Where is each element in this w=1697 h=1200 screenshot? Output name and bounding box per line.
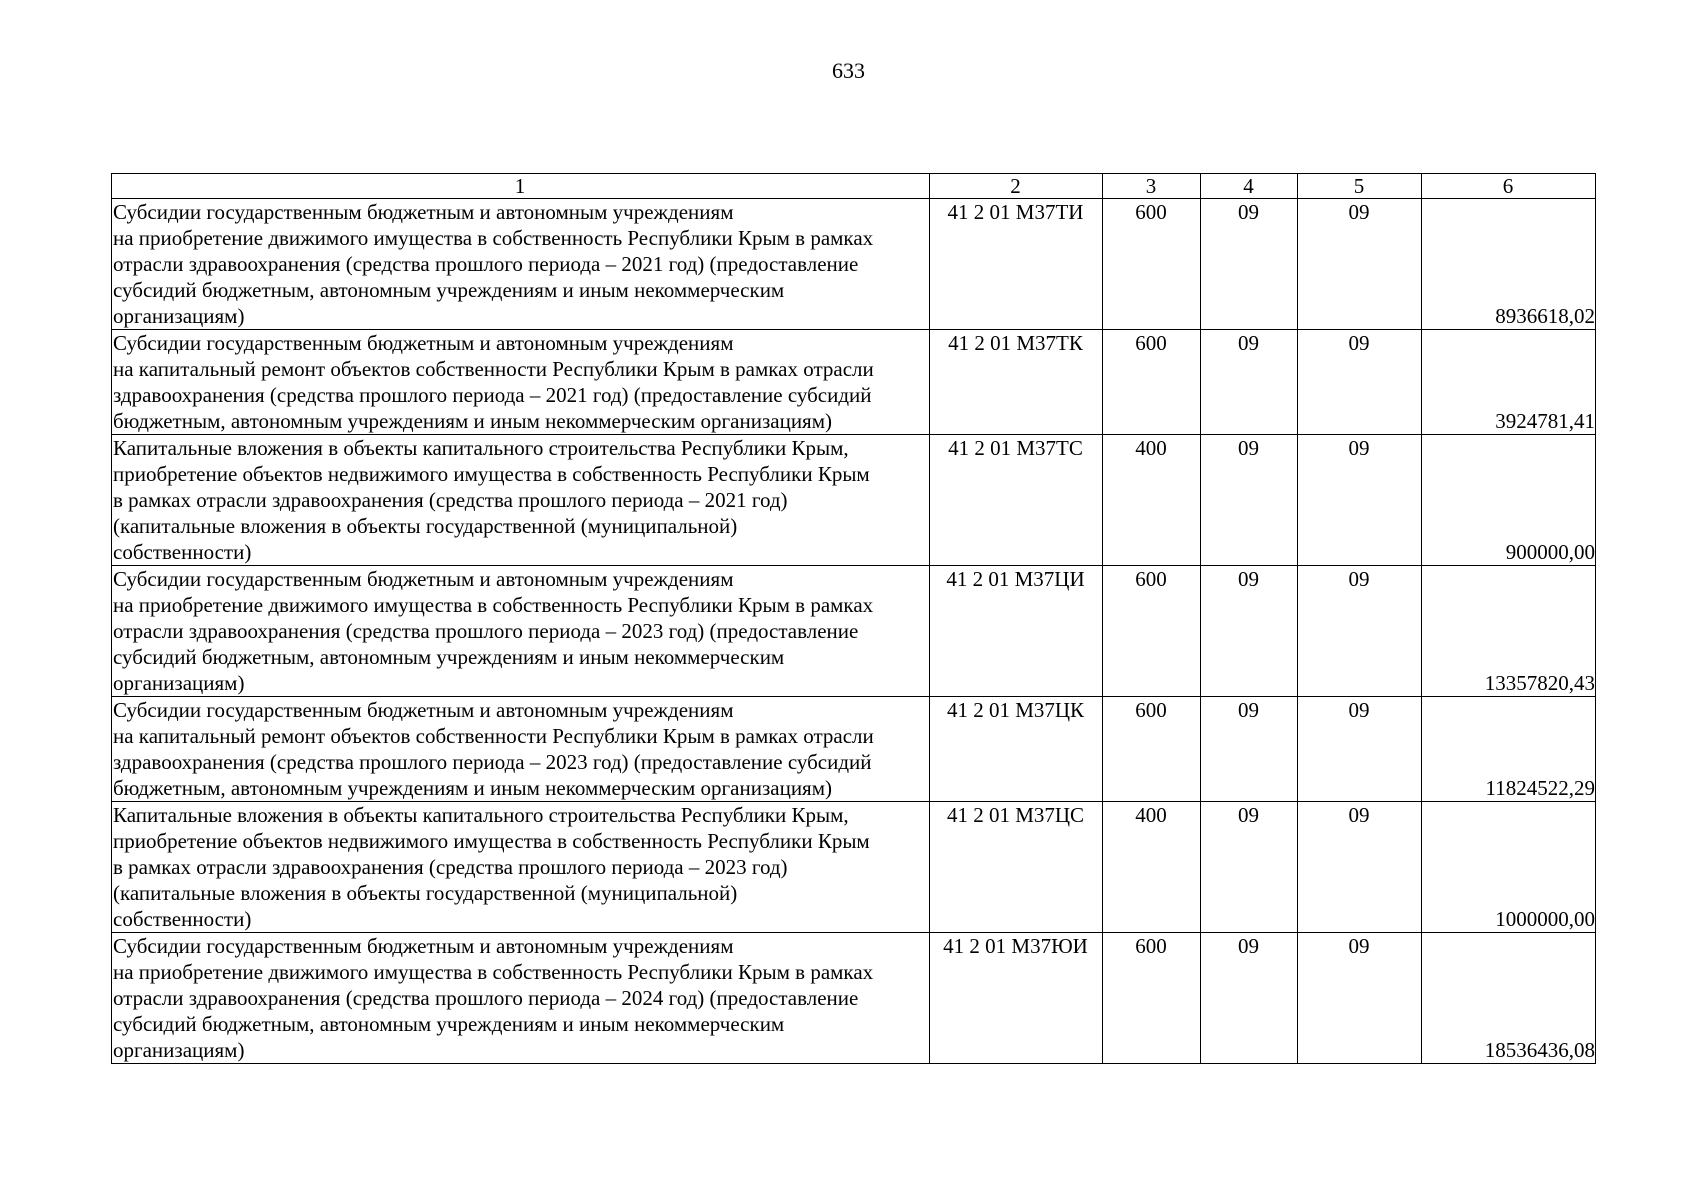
- table-header-row: [112, 174, 1596, 199]
- row-amount: 13357820,43: [1422, 566, 1596, 697]
- row-section: 09: [1201, 697, 1298, 802]
- row-amount: 900000,00: [1422, 435, 1596, 566]
- row-target-code: 41 2 01 М37ЦИ: [930, 566, 1103, 697]
- row-subsection: 09: [1298, 330, 1422, 435]
- row-section: 09: [1201, 802, 1298, 933]
- row-section: 09: [1201, 330, 1298, 435]
- table-row: [112, 435, 1596, 566]
- row-target-code: 41 2 01 М37ТК: [930, 330, 1103, 435]
- table-row: [112, 566, 1596, 697]
- row-subsection: 09: [1298, 697, 1422, 802]
- row-target-code: 41 2 01 М37ЦК: [930, 697, 1103, 802]
- row-subsection: 09: [1298, 802, 1422, 933]
- row-description: Капитальные вложения в объекты капитального строительства Республики Крым, приобретение объектов недвижимого имущества в собственность Республики Крым в рамках отрасли здравоохранения (средства прошлого периода – 2021 год) (капитальные вложения в объекты государственной (муниципальной) собственности): [112, 435, 930, 566]
- row-expense-type: 600: [1103, 566, 1201, 697]
- row-section: 09: [1201, 435, 1298, 566]
- row-subsection: 09: [1298, 199, 1422, 330]
- row-section: 09: [1201, 933, 1298, 1064]
- row-target-code: 41 2 01 М37ЮИ: [930, 933, 1103, 1064]
- row-expense-type: 600: [1103, 933, 1201, 1064]
- row-amount: 8936618,02: [1422, 199, 1596, 330]
- row-target-code: 41 2 01 М37ТИ: [930, 199, 1103, 330]
- page-number: 633: [832, 58, 865, 83]
- row-description: Субсидии государственным бюджетным и автономным учреждениям на приобретение движимого имущества в собственность Республики Крым в рамках отрасли здравоохранения (средства прошлого периода – 2021 год) (предоставление субсидий бюджетным, автономным учреждениям и иным некоммерческим организациям): [112, 199, 930, 330]
- column-header: 5: [1298, 174, 1422, 199]
- row-expense-type: 400: [1103, 435, 1201, 566]
- row-subsection: 09: [1298, 933, 1422, 1064]
- row-expense-type: 600: [1103, 697, 1201, 802]
- row-description: Субсидии государственным бюджетным и автономным учреждениям на капитальный ремонт объектов собственности Республики Крым в рамках отрасли здравоохранения (средства прошлого периода – 2023 год) (предоставление субсидий бюджетным, автономным учреждениям и иным некоммерческим организациям): [112, 697, 930, 802]
- row-amount: 3924781,41: [1422, 330, 1596, 435]
- column-header: 4: [1201, 174, 1298, 199]
- row-subsection: 09: [1298, 435, 1422, 566]
- row-target-code: 41 2 01 М37ТС: [930, 435, 1103, 566]
- row-section: 09: [1201, 199, 1298, 330]
- row-description: Субсидии государственным бюджетным и автономным учреждениям на приобретение движимого имущества в собственность Республики Крым в рамках отрасли здравоохранения (средства прошлого периода – 2024 год) (предоставление субсидий бюджетным, автономным учреждениям и иным некоммерческим организациям): [112, 933, 930, 1064]
- row-description: Субсидии государственным бюджетным и автономным учреждениям на капитальный ремонт объектов собственности Республики Крым в рамках отрасли здравоохранения (средства прошлого периода – 2021 год) (предоставление субсидий бюджетным, автономным учреждениям и иным некоммерческим организациям): [112, 330, 930, 435]
- row-description: Субсидии государственным бюджетным и автономным учреждениям на приобретение движимого имущества в собственность Республики Крым в рамках отрасли здравоохранения (средства прошлого периода – 2023 год) (предоставление субсидий бюджетным, автономным учреждениям и иным некоммерческим организациям): [112, 566, 930, 697]
- row-expense-type: 400: [1103, 802, 1201, 933]
- row-section: 09: [1201, 566, 1298, 697]
- row-amount: 18536436,08: [1422, 933, 1596, 1064]
- table-row: [112, 330, 1596, 435]
- table-row: [112, 199, 1596, 330]
- column-header: 2: [930, 174, 1103, 199]
- budget-table: [111, 173, 1596, 1064]
- column-header: 3: [1103, 174, 1201, 199]
- row-amount: 1000000,00: [1422, 802, 1596, 933]
- row-amount: 11824522,29: [1422, 697, 1596, 802]
- row-subsection: 09: [1298, 566, 1422, 697]
- table-row: [112, 697, 1596, 802]
- table-row: [112, 933, 1596, 1064]
- column-header: 1: [112, 174, 930, 199]
- column-header: 6: [1422, 174, 1596, 199]
- row-description: Капитальные вложения в объекты капитального строительства Республики Крым, приобретение объектов недвижимого имущества в собственность Республики Крым в рамках отрасли здравоохранения (средства прошлого периода – 2023 год) (капитальные вложения в объекты государственной (муниципальной) собственности): [112, 802, 930, 933]
- table-row: [112, 802, 1596, 933]
- row-expense-type: 600: [1103, 199, 1201, 330]
- row-expense-type: 600: [1103, 330, 1201, 435]
- row-target-code: 41 2 01 М37ЦС: [930, 802, 1103, 933]
